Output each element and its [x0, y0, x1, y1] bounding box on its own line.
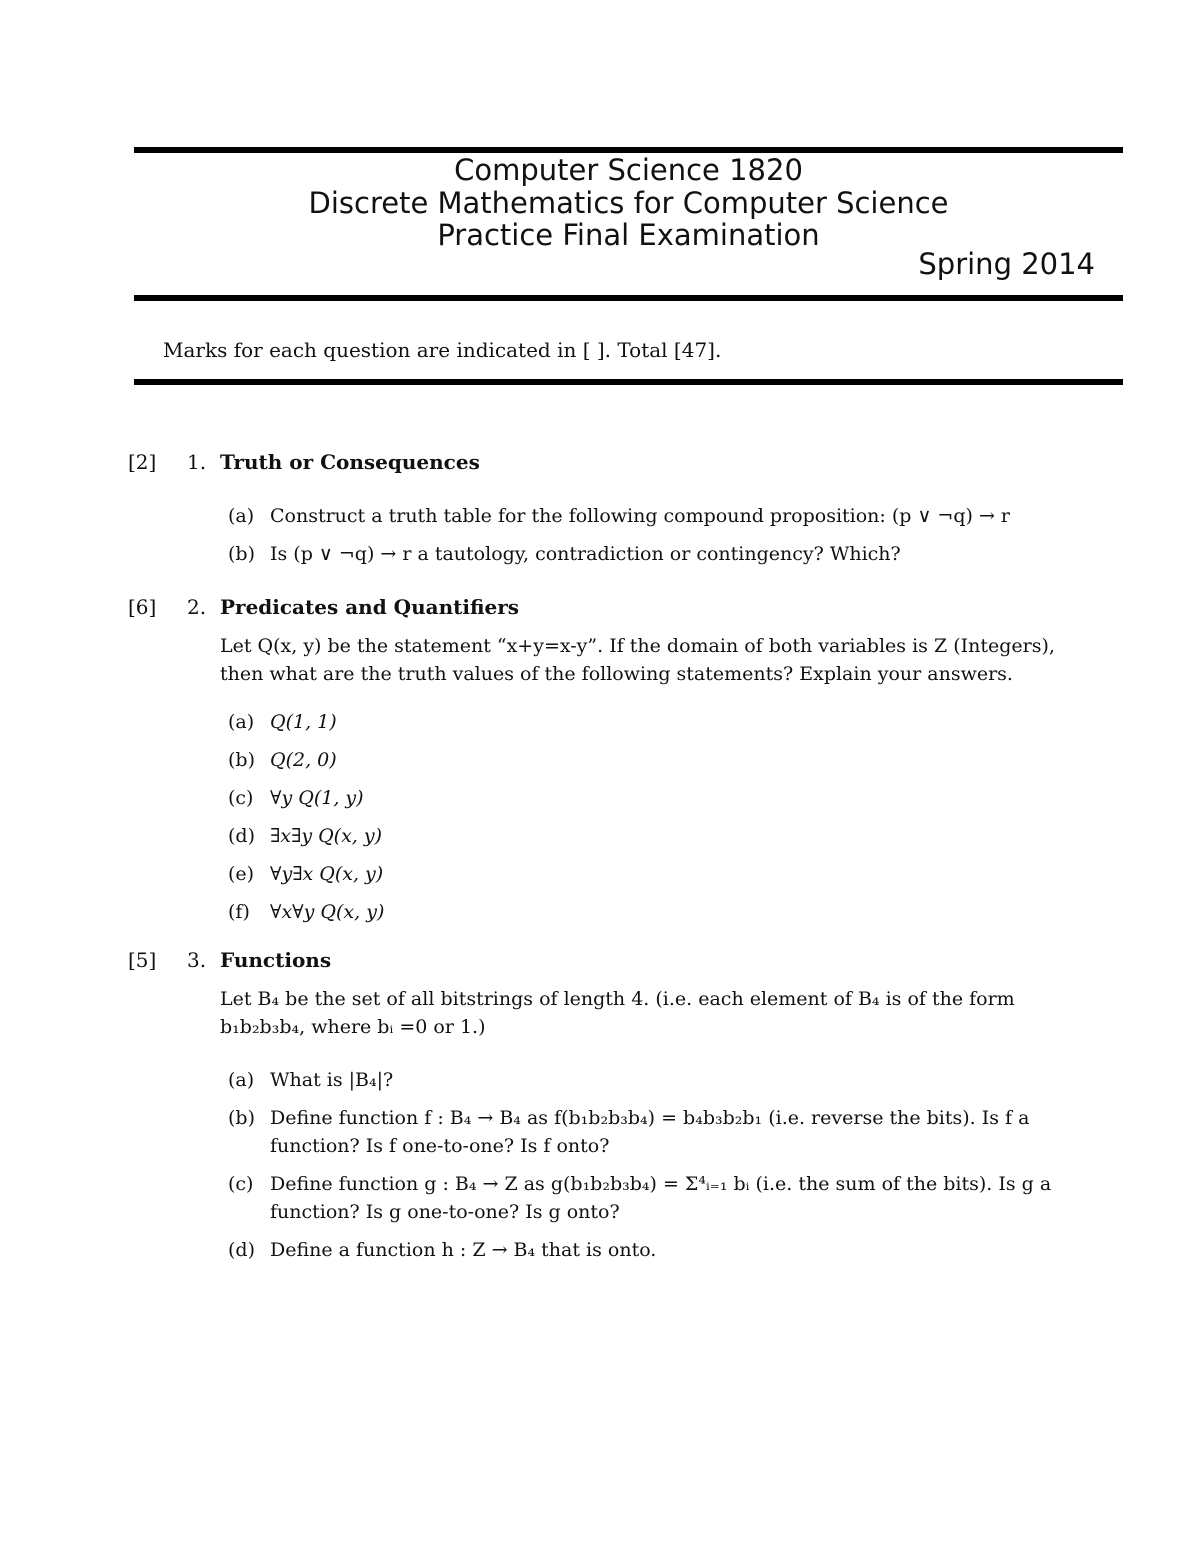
item-text: Define function g : B₄ → Z as g(b₁b₂b₃b₄) = Σ⁴ᵢ₌₁ bᵢ (i.e. the sum of the bits). Is g a function? Is g one-to-one? Is g onto?	[270, 1173, 1052, 1223]
question-3-item-c	[228, 1170, 1096, 1226]
marks-note: Marks for each question are indicated in [ ]. Total [47].	[163, 338, 722, 362]
item-text: Is (p ∨ ¬q) → r a tautology, contradiction or contingency? Which?	[270, 543, 901, 565]
question-1-item-a	[228, 502, 1096, 530]
item-label: (c)	[228, 1173, 254, 1195]
question-2-title: Predicates and Quantifiers	[220, 595, 520, 619]
item-label: (a)	[228, 505, 255, 527]
item-text: ∃x∃y Q(x, y)	[270, 825, 383, 847]
question-3-item-d	[228, 1236, 1096, 1264]
item-label: (e)	[228, 863, 255, 885]
item-label: (d)	[228, 1239, 255, 1261]
question-3-number: 3.	[187, 948, 207, 972]
exam-title: Practice Final Examination	[437, 218, 820, 252]
item-text: Q(2, 0)	[270, 749, 337, 771]
question-1-marks: [2]	[128, 450, 157, 474]
item-text: What is |B₄|?	[270, 1069, 394, 1091]
question-2-item-f	[228, 898, 1096, 926]
question-3-item-b	[228, 1104, 1096, 1160]
question-2-number: 2.	[187, 595, 207, 619]
question-2-item-a	[228, 708, 1096, 736]
question-3-intro: Let B₄ be the set of all bitstrings of length 4. (i.e. each element of B₄ is of the form b₁b₂b₃b₄, where bᵢ =0 or 1.)	[220, 988, 1015, 1038]
question-1-number: 1.	[187, 450, 207, 474]
question-3-title: Functions	[220, 948, 332, 972]
question-1-title: Truth or Consequences	[220, 450, 480, 474]
item-label: (b)	[228, 749, 255, 771]
question-3-marks: [5]	[128, 948, 157, 972]
question-2-intro: Let Q(x, y) be the statement “x+y=x-y”. If the domain of both variables is Z (Integers), then what are the truth values of the following statements? Explain your answers.	[220, 635, 1055, 685]
item-label: (b)	[228, 1107, 255, 1129]
item-label: (a)	[228, 1069, 255, 1091]
header-bottom-rule	[134, 295, 1123, 301]
item-text: Define function f : B₄ → B₄ as f(b₁b₂b₃b₄) = b₄b₃b₂b₁ (i.e. reverse the bits). Is f a function? Is f one-to-one? Is f onto?	[270, 1107, 1030, 1157]
question-2-item-b	[228, 746, 1096, 774]
item-label: (f)	[228, 901, 250, 923]
item-text: ∀y Q(1, y)	[270, 787, 364, 809]
question-2-marks: [6]	[128, 595, 157, 619]
item-label: (d)	[228, 825, 255, 847]
exam-term: Spring 2014	[918, 247, 1095, 281]
question-3-item-a	[228, 1066, 1096, 1094]
notes-bottom-rule	[134, 379, 1123, 385]
question-1-item-b	[228, 540, 1096, 568]
subject-title: Discrete Mathematics for Computer Science	[308, 186, 949, 220]
item-text: ∀x∀y Q(x, y)	[270, 901, 385, 923]
item-text: Q(1, 1)	[270, 711, 337, 733]
question-2-item-d	[228, 822, 1096, 850]
item-label: (b)	[228, 543, 255, 565]
question-2-item-e	[228, 860, 1096, 888]
question-2-item-c	[228, 784, 1096, 812]
course-title: Computer Science 1820	[454, 153, 803, 187]
item-text: Construct a truth table for the following compound proposition: (p ∨ ¬q) → r	[270, 505, 1010, 527]
item-text: ∀y∃x Q(x, y)	[270, 863, 384, 885]
item-label: (a)	[228, 711, 255, 733]
item-label: (c)	[228, 787, 254, 809]
item-text: Define a function h : Z → B₄ that is onto.	[270, 1239, 657, 1261]
